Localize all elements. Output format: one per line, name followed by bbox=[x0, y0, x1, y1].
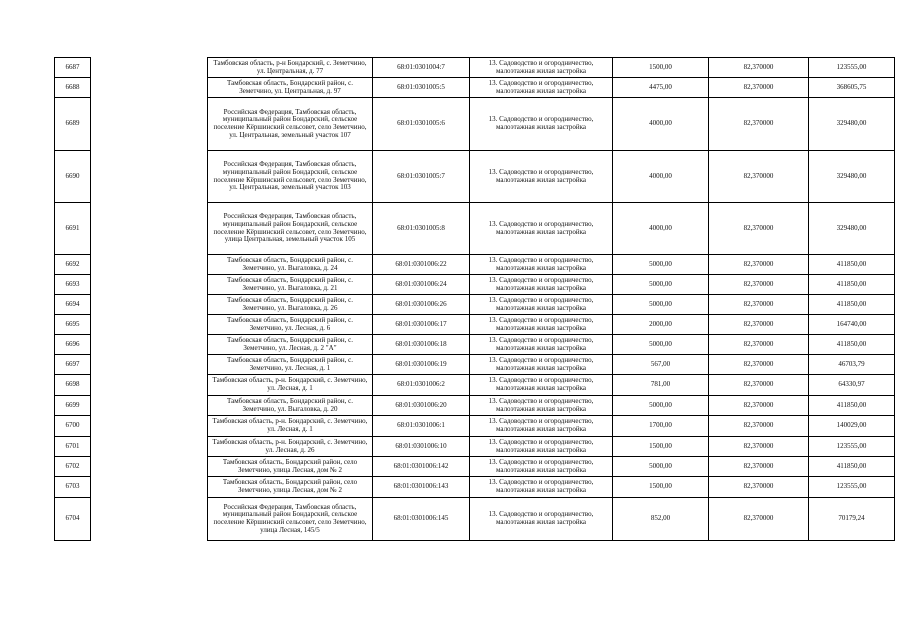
table-row bbox=[55, 437, 895, 457]
empty-cell bbox=[91, 335, 208, 355]
cadastral-value-cell: 411850,00 bbox=[809, 295, 895, 315]
usage-type-cell: 13. Садоводство и огородничество, малоэтажная жилая застройка bbox=[470, 275, 613, 295]
empty-cell bbox=[91, 498, 208, 541]
table-row bbox=[55, 375, 895, 396]
cadastral-value-cell: 411850,00 bbox=[809, 335, 895, 355]
cadastral-number-cell: 68:01:0301005:8 bbox=[373, 203, 470, 255]
rate-cell: 82,370000 bbox=[709, 151, 809, 203]
usage-type-cell: 13. Садоводство и огородничество, малоэтажная жилая застройка bbox=[470, 295, 613, 315]
cadastral-number-cell: 68:01:0301006:24 bbox=[373, 275, 470, 295]
usage-type-cell: 13. Садоводство и огородничество, малоэтажная жилая застройка bbox=[470, 498, 613, 541]
area-cell: 4475,00 bbox=[613, 78, 709, 98]
usage-type-cell: 13. Садоводство и огородничество, малоэтажная жилая застройка bbox=[470, 375, 613, 396]
table-row bbox=[55, 255, 895, 275]
area-cell: 1500,00 bbox=[613, 437, 709, 457]
usage-type-cell: 13. Садоводство и огородничество, малоэтажная жилая застройка bbox=[470, 78, 613, 98]
cadastral-value-cell: 64330,97 bbox=[809, 375, 895, 396]
address-cell: Тамбовская область, р-н Бондарский, с. Земетчино, ул. Центральная, д. 77 bbox=[208, 58, 373, 78]
area-cell: 5000,00 bbox=[613, 396, 709, 416]
table-row bbox=[55, 151, 895, 203]
area-cell: 1500,00 bbox=[613, 58, 709, 78]
rate-cell: 82,370000 bbox=[709, 416, 809, 437]
address-cell: Российская Федерация, Тамбовская область, муниципальный район Бондарский, сельское поселение Кёршинский сельсовет, село Земетчино, ул. Центральная, земельный участок 107 bbox=[208, 98, 373, 151]
rate-cell: 82,370000 bbox=[709, 396, 809, 416]
row-number: 6695 bbox=[55, 315, 91, 335]
cadastral-number-cell: 68:01:0301006:10 bbox=[373, 437, 470, 457]
rate-cell: 82,370000 bbox=[709, 355, 809, 375]
empty-cell bbox=[91, 58, 208, 78]
address-cell: Тамбовская область, Бондарский район, с. Земетчино, ул. Лесная, д. 6 bbox=[208, 315, 373, 335]
rate-cell: 82,370000 bbox=[709, 457, 809, 477]
cadastral-value-cell: 329480,00 bbox=[809, 203, 895, 255]
address-cell: Тамбовская область, р-н. Бондарский, с. Земетчино, ул. Лесная, д. 26 bbox=[208, 437, 373, 457]
table-row bbox=[55, 78, 895, 98]
row-number: 6701 bbox=[55, 437, 91, 457]
cadastral-value-cell: 368605,75 bbox=[809, 78, 895, 98]
usage-type-cell: 13. Садоводство и огородничество, малоэтажная жилая застройка bbox=[470, 315, 613, 335]
row-number: 6698 bbox=[55, 375, 91, 396]
cadastral-number-cell: 68:01:0301006:17 bbox=[373, 315, 470, 335]
address-cell: Российская Федерация, Тамбовская область, муниципальный район Бондарский, сельское поселение Кёршинский сельсовет, село Земетчино, улица Центральная, земельный участок 105 bbox=[208, 203, 373, 255]
cadastral-value-cell: 329480,00 bbox=[809, 98, 895, 151]
address-cell: Российская Федерация, Тамбовская область, муниципальный район Бондарский, сельское поселение Кёршинский сельсовет, село Земетчино, ул. Центральная, земельный участок 103 bbox=[208, 151, 373, 203]
rate-cell: 82,370000 bbox=[709, 498, 809, 541]
usage-type-cell: 13. Садоводство и огородничество, малоэтажная жилая застройка bbox=[470, 98, 613, 151]
address-cell: Тамбовская область, Бондарский район, с. Земетчино, ул. Выгаловка, д. 26 bbox=[208, 295, 373, 315]
empty-cell bbox=[91, 255, 208, 275]
row-number: 6691 bbox=[55, 203, 91, 255]
rate-cell: 82,370000 bbox=[709, 275, 809, 295]
cadastral-value-cell: 123555,00 bbox=[809, 58, 895, 78]
cadastral-number-cell: 68:01:0301005:7 bbox=[373, 151, 470, 203]
row-number: 6687 bbox=[55, 58, 91, 78]
empty-cell bbox=[91, 315, 208, 335]
empty-cell bbox=[91, 78, 208, 98]
rate-cell: 82,370000 bbox=[709, 58, 809, 78]
cadastral-number-cell: 68:01:0301006:143 bbox=[373, 477, 470, 498]
empty-cell bbox=[91, 98, 208, 151]
area-cell: 4000,00 bbox=[613, 203, 709, 255]
row-number: 6694 bbox=[55, 295, 91, 315]
rate-cell: 82,370000 bbox=[709, 335, 809, 355]
cadastral-value-cell: 140029,00 bbox=[809, 416, 895, 437]
cadastral-number-cell: 68:01:0301006:22 bbox=[373, 255, 470, 275]
rate-cell: 82,370000 bbox=[709, 78, 809, 98]
address-cell: Тамбовская область, р-н. Бондарский, с. Земетчино, ул. Лесная, д. 1 bbox=[208, 375, 373, 396]
row-number: 6700 bbox=[55, 416, 91, 437]
rate-cell: 82,370000 bbox=[709, 375, 809, 396]
area-cell: 5000,00 bbox=[613, 335, 709, 355]
empty-cell bbox=[91, 295, 208, 315]
usage-type-cell: 13. Садоводство и огородничество, малоэтажная жилая застройка bbox=[470, 151, 613, 203]
table-row bbox=[55, 295, 895, 315]
row-number: 6693 bbox=[55, 275, 91, 295]
address-cell: Тамбовская область, Бондарский район, с. Земетчино, ул. Выгаловка, д. 20 bbox=[208, 396, 373, 416]
usage-type-cell: 13. Садоводство и огородничество, малоэтажная жилая застройка bbox=[470, 477, 613, 498]
cadastral-number-cell: 68:01:0301006:1 bbox=[373, 416, 470, 437]
cadastral-number-cell: 68:01:0301006:19 bbox=[373, 355, 470, 375]
cadastral-number-cell: 68:01:0301006:145 bbox=[373, 498, 470, 541]
address-cell: Тамбовская область, Бондарский район, с. Земетчино, ул. Выгаловка, д. 24 bbox=[208, 255, 373, 275]
cadastral-number-cell: 68:01:0301004:7 bbox=[373, 58, 470, 78]
cadastral-value-cell: 123555,00 bbox=[809, 437, 895, 457]
cadastral-value-cell: 123555,00 bbox=[809, 477, 895, 498]
area-cell: 1500,00 bbox=[613, 477, 709, 498]
area-cell: 4000,00 bbox=[613, 98, 709, 151]
row-number: 6692 bbox=[55, 255, 91, 275]
cadastral-number-cell: 68:01:0301005:5 bbox=[373, 78, 470, 98]
area-cell: 567,00 bbox=[613, 355, 709, 375]
cadastral-number-cell: 68:01:0301006:18 bbox=[373, 335, 470, 355]
row-number: 6704 bbox=[55, 498, 91, 541]
cadastral-value-cell: 411850,00 bbox=[809, 255, 895, 275]
area-cell: 4000,00 bbox=[613, 151, 709, 203]
address-cell: Тамбовская область, Бондарский район, село Земетчино, улица Лесная, дом № 2 bbox=[208, 477, 373, 498]
cadastral-value-cell: 70179,24 bbox=[809, 498, 895, 541]
usage-type-cell: 13. Садоводство и огородничество, малоэтажная жилая застройка bbox=[470, 255, 613, 275]
empty-cell bbox=[91, 477, 208, 498]
row-number: 6690 bbox=[55, 151, 91, 203]
area-cell: 781,00 bbox=[613, 375, 709, 396]
cadastral-number-cell: 68:01:0301006:20 bbox=[373, 396, 470, 416]
cadastral-value-cell: 164740,00 bbox=[809, 315, 895, 335]
table-row bbox=[55, 498, 895, 541]
rate-cell: 82,370000 bbox=[709, 255, 809, 275]
empty-cell bbox=[91, 203, 208, 255]
empty-cell bbox=[91, 416, 208, 437]
rate-cell: 82,370000 bbox=[709, 295, 809, 315]
cadastral-number-cell: 68:01:0301005:6 bbox=[373, 98, 470, 151]
land-registry-table bbox=[54, 57, 895, 541]
empty-cell bbox=[91, 151, 208, 203]
address-cell: Российская Федерация, Тамбовская область, муниципальный район Бондарский, сельское поселение Кёршинский сельсовет, село Земетчино, улица Лесная, 145/5 bbox=[208, 498, 373, 541]
cadastral-value-cell: 46703,79 bbox=[809, 355, 895, 375]
area-cell: 5000,00 bbox=[613, 295, 709, 315]
table-row bbox=[55, 203, 895, 255]
area-cell: 5000,00 bbox=[613, 275, 709, 295]
row-number: 6689 bbox=[55, 98, 91, 151]
table-row bbox=[55, 477, 895, 498]
cadastral-number-cell: 68:01:0301006:142 bbox=[373, 457, 470, 477]
empty-cell bbox=[91, 396, 208, 416]
row-number: 6697 bbox=[55, 355, 91, 375]
cadastral-value-cell: 411850,00 bbox=[809, 396, 895, 416]
table-row bbox=[55, 335, 895, 355]
usage-type-cell: 13. Садоводство и огородничество, малоэтажная жилая застройка bbox=[470, 335, 613, 355]
address-cell: Тамбовская область, Бондарский район, с. Земетчино, ул. Центральная, д. 97 bbox=[208, 78, 373, 98]
area-cell: 5000,00 bbox=[613, 255, 709, 275]
usage-type-cell: 13. Садоводство и огородничество, малоэтажная жилая застройка bbox=[470, 203, 613, 255]
address-cell: Тамбовская область, Бондарский район, с. Земетчино, ул. Лесная, д. 2 "А" bbox=[208, 335, 373, 355]
row-number: 6702 bbox=[55, 457, 91, 477]
cadastral-number-cell: 68:01:0301006:2 bbox=[373, 375, 470, 396]
rate-cell: 82,370000 bbox=[709, 98, 809, 151]
rate-cell: 82,370000 bbox=[709, 315, 809, 335]
table-row bbox=[55, 98, 895, 151]
cadastral-number-cell: 68:01:0301006:26 bbox=[373, 295, 470, 315]
area-cell: 852,00 bbox=[613, 498, 709, 541]
cadastral-value-cell: 411850,00 bbox=[809, 275, 895, 295]
cadastral-value-cell: 411850,00 bbox=[809, 457, 895, 477]
empty-cell bbox=[91, 355, 208, 375]
address-cell: Тамбовская область, Бондарский район, с. Земетчино, ул. Лесная, д. 1 bbox=[208, 355, 373, 375]
usage-type-cell: 13. Садоводство и огородничество, малоэтажная жилая застройка bbox=[470, 58, 613, 78]
table-row bbox=[55, 58, 895, 78]
cadastral-value-cell: 329480,00 bbox=[809, 151, 895, 203]
usage-type-cell: 13. Садоводство и огородничество, малоэтажная жилая застройка bbox=[470, 416, 613, 437]
row-number: 6688 bbox=[55, 78, 91, 98]
row-number: 6703 bbox=[55, 477, 91, 498]
rate-cell: 82,370000 bbox=[709, 203, 809, 255]
table-row bbox=[55, 315, 895, 335]
table-row bbox=[55, 355, 895, 375]
usage-type-cell: 13. Садоводство и огородничество, малоэтажная жилая застройка bbox=[470, 437, 613, 457]
empty-cell bbox=[91, 375, 208, 396]
empty-cell bbox=[91, 437, 208, 457]
rate-cell: 82,370000 bbox=[709, 437, 809, 457]
table-row bbox=[55, 457, 895, 477]
address-cell: Тамбовская область, Бондарский район, с. Земетчино, ул. Выгаловка, д. 21 bbox=[208, 275, 373, 295]
usage-type-cell: 13. Садоводство и огородничество, малоэтажная жилая застройка bbox=[470, 457, 613, 477]
usage-type-cell: 13. Садоводство и огородничество, малоэтажная жилая застройка bbox=[470, 355, 613, 375]
area-cell: 5000,00 bbox=[613, 457, 709, 477]
empty-cell bbox=[91, 457, 208, 477]
table-row bbox=[55, 416, 895, 437]
address-cell: Тамбовская область, р-н. Бондарский, с. Земетчино, ул. Лесная, д. 1 bbox=[208, 416, 373, 437]
table-row bbox=[55, 275, 895, 295]
row-number: 6696 bbox=[55, 335, 91, 355]
area-cell: 2000,00 bbox=[613, 315, 709, 335]
table-body bbox=[55, 58, 895, 541]
address-cell: Тамбовская область, Бондарский район, село Земетчино, улица Лесная, дом № 2 bbox=[208, 457, 373, 477]
row-number: 6699 bbox=[55, 396, 91, 416]
empty-cell bbox=[91, 275, 208, 295]
area-cell: 1700,00 bbox=[613, 416, 709, 437]
usage-type-cell: 13. Садоводство и огородничество, малоэтажная жилая застройка bbox=[470, 396, 613, 416]
rate-cell: 82,370000 bbox=[709, 477, 809, 498]
table-row bbox=[55, 396, 895, 416]
